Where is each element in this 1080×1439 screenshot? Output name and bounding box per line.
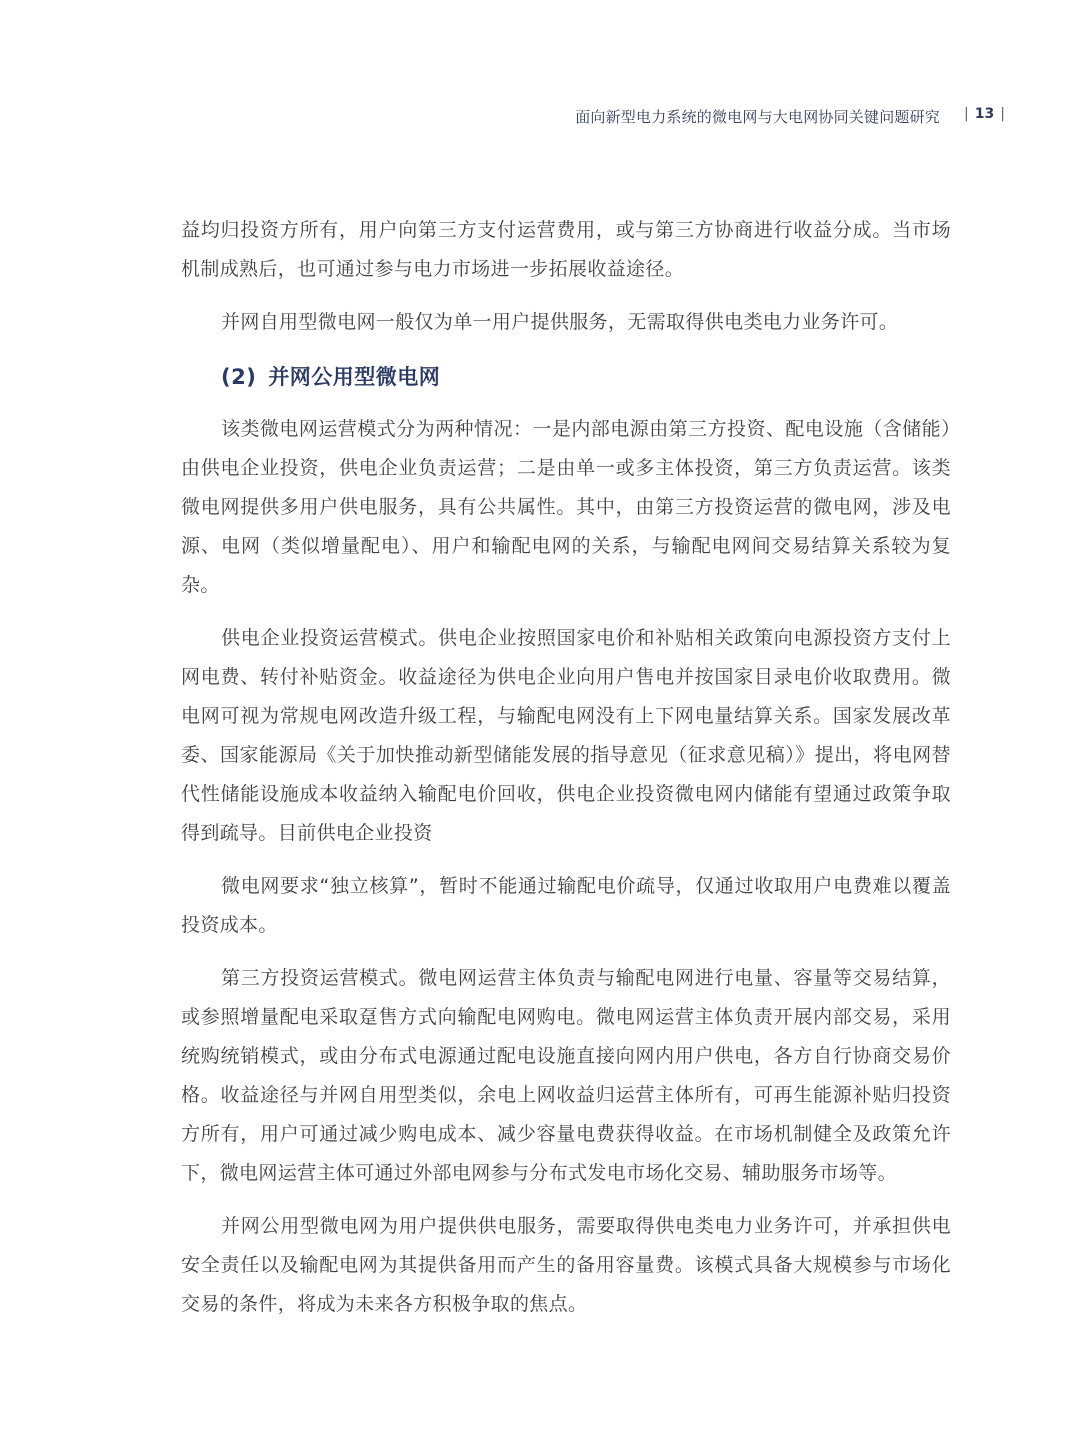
paragraph-third-party-investment: 第三方投资运营模式。微电网运营主体负责与输配电网进行电量、容量等交易结算，或参照增量配电采取趸售方式向输配电网购电。微电网运营主体负责开展内部交易，采用统购统销模式，或由分布式电源通过配电设施直接向网内用户供电，各方自行协商交易价格。收益途径与并网自用型类似，余电上网收益归运营主体所有，可再生能源补贴归投资方所有，用户可通过减少购电成本、减少容量电费获得收益。在市场机制健全及政策允许下，微电网运营主体可通过外部电网参与分布式发电市场化交易、辅助服务市场等。 bbox=[181, 967, 951, 1184]
paragraph-continuation: 益均归投资方所有，用户向第三方支付运营费用，或与第三方协商进行收益分成。当市场机制成熟后，也可通过参与电力市场进一步拓展收益途径。 bbox=[181, 219, 951, 280]
section-number: (2) bbox=[221, 365, 257, 389]
body-text bbox=[181, 211, 951, 1324]
paragraph-utility-investment: 供电企业投资运营模式。供电企业按照国家电价和补贴相关政策向电源投资方支付上网电费、转付补贴资金。收益途径为供电企业向用户售电并按国家目录电价收取费用。微电网可视为常规电网改造升级工程，与输配电网没有上下网电量结算关系。国家发展改革委、国家能源局《关于加快推动新型储能发展的指导意见（征求意见稿）》提出，将电网替代性储能设施成本收益纳入输配电价回收，供电企业投资微电网内储能有望通过政策争取得到疏导。目前供电企业投资 bbox=[181, 627, 951, 844]
header-title: 面向新型电力系统的微电网与大电网协同关键问题研究 bbox=[575, 108, 940, 126]
paragraph-operation-modes: 该类微电网运营模式分为两种情况：一是内部电源由第三方投资、配电设施（含储能）由供电企业投资，供电企业负责运营；二是由单一或多主体投资，第三方负责运营。该类微电网提供多用户供电服务，具有公共属性。其中，由第三方投资运营的微电网，涉及电源、电网（类似增量配电）、用户和输配电网的关系，与输配电网间交易结算关系较为复杂。 bbox=[181, 418, 951, 596]
page-header bbox=[0, 104, 1080, 130]
paragraph-self-use-license: 并网自用型微电网一般仅为单一用户提供服务，无需取得供电类电力业务许可。 bbox=[221, 311, 899, 333]
section-title: 并网公用型微电网 bbox=[268, 365, 441, 389]
page-number-left-divider: | bbox=[964, 106, 969, 122]
page-number bbox=[958, 106, 1011, 122]
page-number-right-divider: | bbox=[1000, 106, 1005, 122]
paragraph-public-grid-license: 并网公用型微电网为用户提供供电服务，需要取得供电类电力业务许可，并承担供电安全责任以及输配电网为其提供备用而产生的备用容量费。该模式具备大规模参与市场化交易的条件，将成为未来各方积极争取的焦点。 bbox=[181, 1215, 951, 1315]
page-number-value: 13 bbox=[974, 106, 995, 122]
paragraph-independent-accounting: 微电网要求“独立核算”，暂时不能通过输配电价疏导，仅通过收取用户电费难以覆盖投资成本。 bbox=[181, 875, 951, 936]
section-heading bbox=[221, 357, 951, 397]
